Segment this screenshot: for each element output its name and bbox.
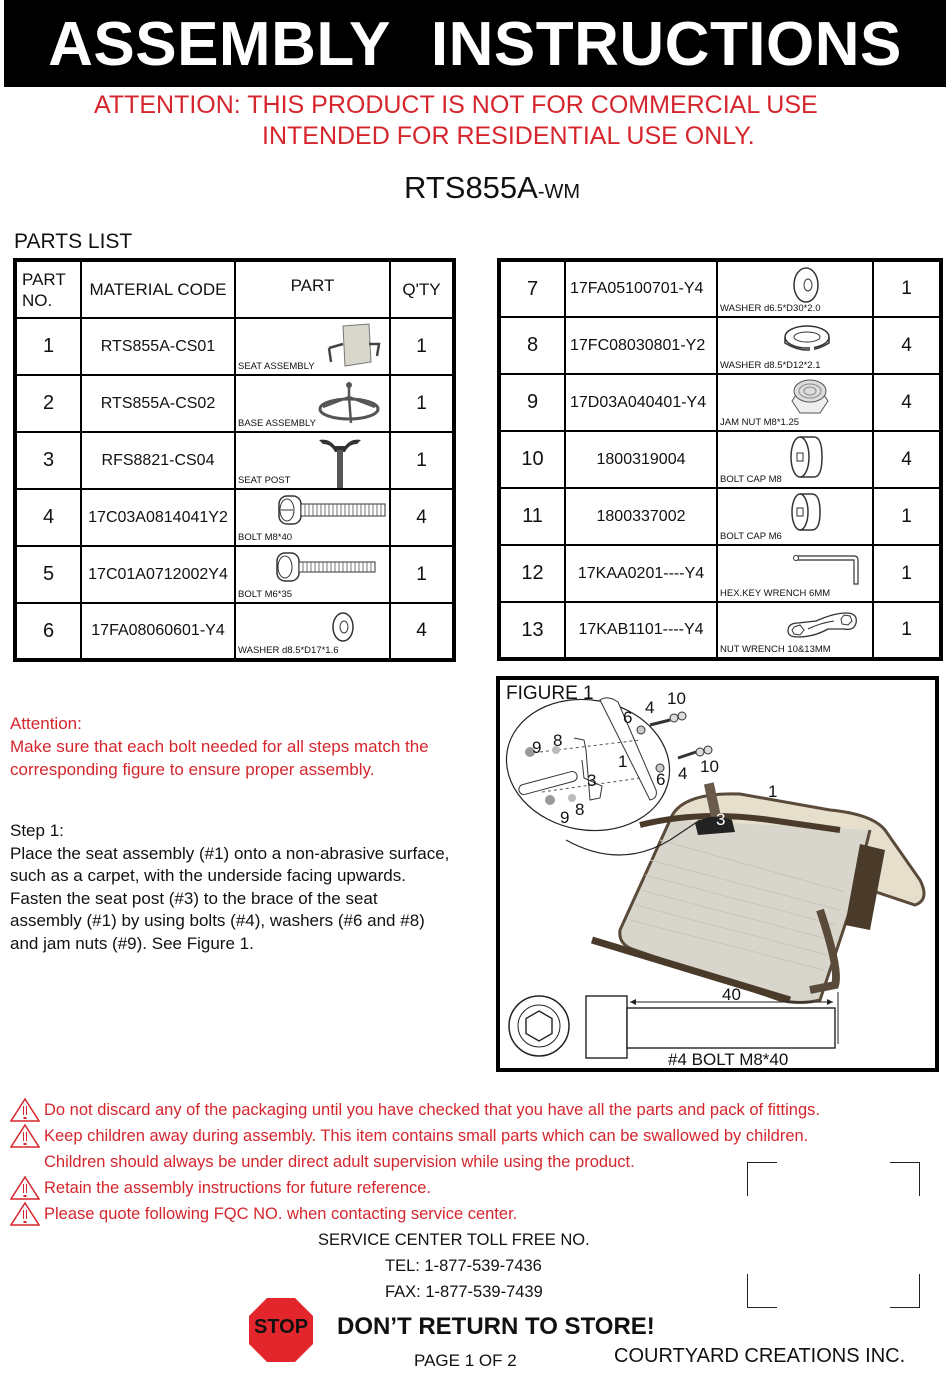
figure-title: FIGURE 1 (506, 683, 594, 704)
fqc-box-corner-br (890, 1274, 920, 1308)
warning-item (8, 1097, 820, 1123)
callout: 4 (678, 764, 688, 783)
part-qty: 1 (873, 488, 941, 545)
part-qty: 1 (390, 432, 454, 489)
part-name: BOLT CAP M8 (720, 474, 782, 485)
part-cell (717, 431, 873, 488)
warning-text: Keep children away during assembly. This item contains small parts which can be swallowed by children. (44, 1127, 809, 1145)
callout: 6 (623, 708, 633, 727)
seat-assembly-diagram (500, 680, 939, 1072)
warning-item (8, 1123, 820, 1149)
part-cell (235, 375, 390, 432)
part-qty: 1 (873, 602, 941, 659)
part-name: JAM NUT M8*1.25 (720, 417, 800, 428)
table-row (499, 431, 941, 488)
part-name: BOLT M8*40 (238, 532, 293, 543)
washer-icon (792, 265, 820, 305)
part-name: BASE ASSEMBLY (238, 418, 316, 429)
bolt-icon (275, 550, 379, 584)
part-cell (717, 260, 873, 317)
bolt-cap-icon (788, 435, 824, 479)
title-banner (4, 0, 946, 87)
warning-triangle-icon (10, 1176, 40, 1200)
service-center-title: SERVICE CENTER TOLL FREE NO. (318, 1231, 590, 1249)
model-suffix: -WM (537, 181, 581, 203)
step-line: Place the seat assembly (#1) onto a non-abrasive surface, (10, 843, 450, 863)
part-qty: 4 (873, 374, 941, 431)
parts-table-left (13, 258, 456, 662)
callout: 1 (618, 752, 628, 771)
part-name: BOLT CAP M6 (720, 531, 782, 542)
callout: 8 (553, 731, 563, 750)
warning-text: Do not discard any of the packaging until you have checked that you have all the parts and pack of fittings. (44, 1101, 820, 1119)
attention-line-2: INTENDED FOR RESIDENTIAL USE ONLY. (262, 122, 755, 150)
warning-triangle-icon (10, 1124, 40, 1148)
part-cell (717, 374, 873, 431)
callout: 4 (645, 698, 655, 717)
col-qty: Q'TY (390, 260, 454, 318)
part-no: 3 (15, 432, 81, 489)
material-code: RFS8821-CS04 (81, 432, 235, 489)
bolt-caption: #4 BOLT M8*40 (668, 1050, 789, 1069)
step-line: Fasten the seat post (#3) to the brace of the seat (10, 888, 378, 908)
figure-1 (496, 676, 939, 1072)
material-code: 1800319004 (565, 431, 717, 488)
part-cell (235, 318, 390, 375)
col-part-no: PART NO. (15, 260, 81, 318)
spring-washer-icon (782, 323, 832, 357)
step-line: and jam nuts (#9). See Figure 1. (10, 933, 254, 953)
col-part: PART (235, 260, 390, 318)
callout: 10 (700, 757, 719, 776)
table-row (499, 545, 941, 602)
callout: 3 (587, 771, 597, 790)
hex-key-icon (792, 552, 862, 588)
part-name: WASHER d8.5*D17*1.6 (238, 645, 339, 656)
col-material-code: MATERIAL CODE (81, 260, 235, 318)
fqc-box-corner-tl (747, 1162, 777, 1196)
fqc-box-corner-bl (747, 1274, 777, 1308)
base-assembly-icon (317, 379, 381, 429)
title-word-2: INSTRUCTIONS (430, 10, 902, 79)
company-name: COURTYARD CREATIONS INC. (614, 1345, 906, 1367)
part-qty: 4 (873, 317, 941, 374)
table-row (15, 432, 454, 489)
part-no: 12 (499, 545, 565, 602)
material-code: 1800337002 (565, 488, 717, 545)
part-name: WASHER d6.5*D30*2.0 (720, 303, 821, 314)
material-code: 17D03A040401-Y4 (565, 374, 717, 431)
part-cell (235, 603, 390, 660)
title-word-1: ASSEMBLY (48, 10, 391, 79)
table-row (499, 260, 941, 317)
callout: 9 (532, 738, 542, 757)
jam-nut-icon (788, 377, 832, 417)
part-name: BOLT M6*35 (238, 589, 293, 600)
callout: 3 (716, 810, 726, 829)
bolt-cap-icon (788, 492, 824, 532)
service-tel: TEL: 1-877-539-7436 (385, 1257, 542, 1275)
bolt-length-dimension: 40 (722, 985, 741, 1004)
seat-assembly-icon (325, 322, 381, 374)
part-qty: 1 (390, 546, 454, 603)
table-row (15, 489, 454, 546)
warning-text: Please quote following FQC NO. when contacting service center. (44, 1205, 518, 1223)
part-cell (717, 602, 873, 659)
parts-list-title: PARTS LIST (14, 230, 133, 253)
attention-line: Make sure that each bolt needed for all steps match the (10, 737, 429, 756)
part-no: 5 (15, 546, 81, 603)
step-1-instructions (10, 820, 495, 955)
material-code: 17FA05100701-Y4 (565, 260, 717, 317)
step-line: such as a carpet, with the underside facing upwards. (10, 866, 406, 885)
material-code: 17KAB1101----Y4 (565, 602, 717, 659)
part-cell (717, 317, 873, 374)
part-no: 10 (499, 431, 565, 488)
part-no: 4 (15, 489, 81, 546)
bolt-attention-note (10, 712, 429, 781)
page-number: PAGE 1 OF 2 (414, 1351, 517, 1370)
part-cell (235, 546, 390, 603)
attention-line-1: ATTENTION: THIS PRODUCT IS NOT FOR COMMERCIAL USE (94, 91, 818, 119)
warning-triangle-icon (10, 1098, 40, 1122)
service-fax: FAX: 1-877-539-7439 (385, 1283, 543, 1301)
safety-warnings (8, 1097, 820, 1227)
part-name: WASHER d8.5*D12*2.1 (720, 360, 821, 371)
model-main: RTS855A (404, 170, 538, 205)
part-no: 2 (15, 375, 81, 432)
part-qty: 4 (390, 489, 454, 546)
part-qty: 1 (873, 260, 941, 317)
part-cell (717, 488, 873, 545)
attention-title: Attention: (10, 714, 82, 733)
part-cell (235, 489, 390, 546)
parts-table-right (497, 258, 943, 661)
part-qty: 1 (390, 318, 454, 375)
table-row (15, 546, 454, 603)
table-row (499, 488, 941, 545)
table-row (499, 602, 941, 659)
part-no: 9 (499, 374, 565, 431)
attention-line: corresponding figure to ensure proper assembly. (10, 760, 375, 779)
material-code: 17C01A0712002Y4 (81, 546, 235, 603)
stop-label: STOP (253, 1316, 309, 1338)
warning-text: Retain the assembly instructions for future reference. (44, 1179, 432, 1197)
part-no: 8 (499, 317, 565, 374)
washer-icon (331, 610, 355, 644)
model-number (404, 170, 580, 206)
warning-item (8, 1201, 820, 1227)
material-code: 17FC08030801-Y2 (565, 317, 717, 374)
step-line: assembly (#1) by using bolts (#4), washers (#6 and #8) (10, 911, 425, 930)
material-code: RTS855A-CS01 (81, 318, 235, 375)
callout: 1 (768, 782, 778, 801)
part-no: 13 (499, 602, 565, 659)
warning-text: Children should always be under direct adult supervision while using the product. (44, 1153, 635, 1171)
dont-return-notice: DON’T RETURN TO STORE! (337, 1313, 655, 1340)
table-row (15, 318, 454, 375)
part-qty: 4 (390, 603, 454, 660)
warning-item (8, 1175, 820, 1201)
part-no: 1 (15, 318, 81, 375)
material-code: 17C03A0814041Y2 (81, 489, 235, 546)
callout: 10 (667, 689, 686, 708)
table-row (499, 374, 941, 431)
part-cell (235, 432, 390, 489)
table-row (499, 317, 941, 374)
part-name: NUT WRENCH 10&13MM (720, 644, 831, 655)
nut-wrench-icon (784, 609, 860, 641)
part-no: 11 (499, 488, 565, 545)
warning-item (8, 1149, 820, 1175)
bolt-icon (277, 493, 387, 527)
callout: 6 (656, 770, 666, 789)
material-code: RTS855A-CS02 (81, 375, 235, 432)
table-header (15, 260, 454, 318)
fqc-box-corner-tr (890, 1162, 920, 1196)
table-row (15, 603, 454, 660)
table-row (15, 375, 454, 432)
part-name: SEAT POST (238, 475, 291, 486)
part-cell (717, 545, 873, 602)
seat-post-icon (315, 436, 365, 488)
part-qty: 1 (873, 545, 941, 602)
part-name: SEAT ASSEMBLY (238, 361, 315, 372)
part-qty: 4 (873, 431, 941, 488)
warning-triangle-icon (10, 1202, 40, 1226)
step-title: Step 1: (10, 821, 64, 840)
material-code: 17FA08060601-Y4 (81, 603, 235, 660)
part-no: 7 (499, 260, 565, 317)
callout: 8 (575, 800, 585, 819)
part-no: 6 (15, 603, 81, 660)
part-qty: 1 (390, 375, 454, 432)
callout: 9 (560, 808, 570, 827)
material-code: 17KAA0201----Y4 (565, 545, 717, 602)
part-name: HEX.KEY WRENCH 6MM (720, 588, 831, 599)
